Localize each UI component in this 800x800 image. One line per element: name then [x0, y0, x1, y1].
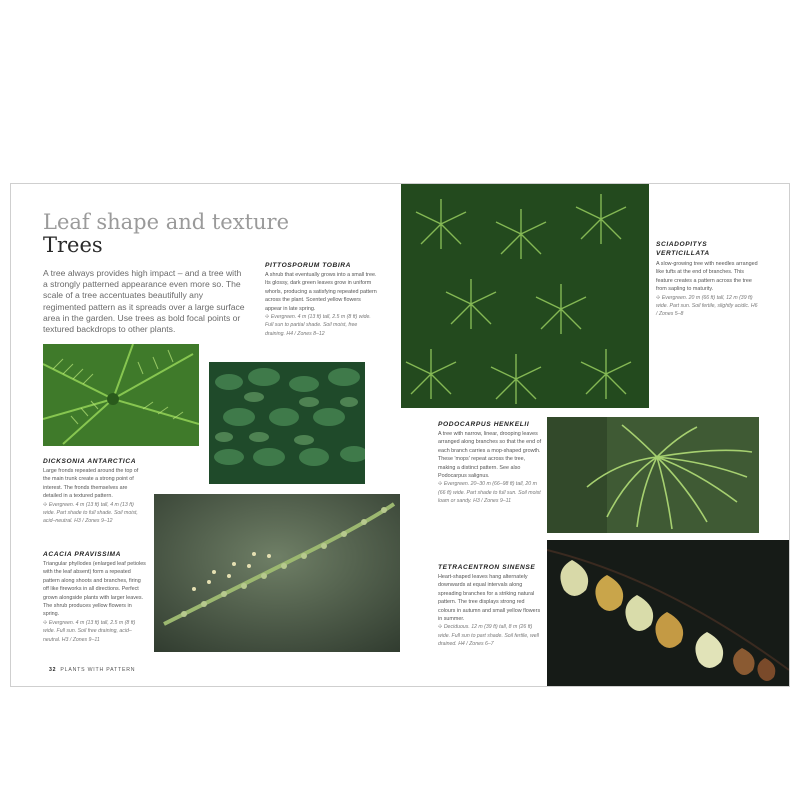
entry-meta-text: Evergreen. 4 m (13 ft) tall, 4 m (13 ft) wide. Part shade to full shade. Soil moist, acid–neutral. H3 / Zones 9–12: [43, 501, 138, 525]
arrow-icon: ✣: [656, 294, 661, 301]
entry-meta-text: Evergreen. 20 m (66 ft) tall, 12 m (39 ft) wide. Part sun. Soil fertile, slightly acidic. H6 / Zones 5–8: [656, 294, 758, 318]
entry-meta-text: Evergreen. 20–30 m (66–98 ft) tall, 20 m (66 ft) wide. Part shade to full sun. Soil moist loam or sandy. H3 / Zones 9–11: [438, 481, 541, 505]
page-folio: [49, 667, 135, 673]
photo-sciadopitys: [401, 184, 649, 408]
entry-heading: TETRACENTRON SINENSE: [438, 564, 536, 571]
photo-dicksonia-fern: [43, 344, 199, 446]
entry-heading: SCIADOPITYS VERTICILLATA: [656, 241, 710, 257]
entry-meta: [438, 480, 542, 505]
entry-description: Heart-shaped leaves hang alternately downwards at equal intervals along spreading branches for a striking natural pattern. The tree displays strong red colours in autumn and small yellow flowers in summer.: [438, 574, 541, 623]
entry-meta: [43, 619, 147, 644]
entry-description: A tree with narrow, linear, drooping leaves arranged along branches so that the end of each branch carries a mop-shaped growth. These 'mops' repeat across the tree, making a distinct pattern. See also Podocarpus salignus.: [438, 431, 542, 480]
arrow-icon: ✣: [43, 619, 48, 626]
entry-tetracentron: [438, 564, 542, 649]
entry-podocarpus: [438, 421, 542, 506]
page-title-light: Leaf shape and texture: [43, 210, 290, 234]
entry-description: A shrub that eventually grows into a small tree. Its glossy, dark green leaves grow in uniform whorls, producing a satisfying repeated pattern across the plant. Scented yellow flowers appear in late spring.: [265, 272, 377, 312]
section-label: PLANTS WITH PATTERN: [60, 667, 136, 673]
entry-heading: ACACIA PRAVISSIMA: [43, 551, 121, 558]
entry-heading: PITTOSPORUM TOBIRA: [265, 262, 352, 269]
arrow-icon: ✣: [438, 481, 443, 488]
entry-acacia: [43, 551, 147, 644]
photo-acacia: [154, 494, 400, 652]
entry-meta-text: Evergreen. 4 m (13 ft) tall, 2.5 m (8 ft) wide. Full sun. Soil free draining, acid–neutral. H3 / Zones 9–11: [43, 619, 136, 643]
arrow-icon: ✣: [438, 624, 443, 631]
photo-tetracentron: [547, 540, 789, 686]
entry-dicksonia: [43, 458, 147, 526]
book-spread: [10, 183, 790, 687]
entry-description: Triangular phyllodes (enlarged leaf petioles with the leaf absent) form a repeated pattern along shoots and branches, firing off like fireworks in all directions. Perfect grown alongside plants with larger leaves. The shrub produces yellow flowers in spring.: [43, 561, 146, 618]
photo-podocarpus: [547, 417, 759, 533]
entry-meta-text: Deciduous. 12 m (39 ft) tall, 8 m (26 ft) wide. Full sun to part shade. Soil fertile, well drained. H4 / Zones 6–7: [438, 624, 539, 648]
entry-meta-text: Evergreen. 4 m (13 ft) tall, 2.5 m (8 ft) wide. Full sun to partial shade. Soil moist, free draining. H4 / Zones 8–12: [265, 314, 371, 337]
photo-pittosporum: [209, 362, 365, 484]
page-number: 32: [49, 667, 57, 673]
entry-meta: [43, 501, 147, 526]
entry-meta: [656, 294, 760, 319]
entry-sciadopitys: [656, 240, 760, 319]
entry-heading: PODOCARPUS HENKELII: [438, 421, 530, 428]
page-title-bold: Trees: [43, 233, 103, 257]
arrow-icon: ✣: [265, 314, 270, 321]
intro-paragraph: A tree always provides high impact – and a tree with a strongly patterned appearance even more so. The scale of a tree accentuates beautifully any regimented pattern as it spreads over a large surface area in the garden. Use trees as bold focal points or textured backdrops to other plants.: [43, 268, 245, 335]
entry-description: Large fronds repeated around the top of the main trunk create a strong point of interest. The fronds themselves are detailed in a textured pattern.: [43, 468, 139, 500]
entry-meta: [265, 313, 377, 338]
entry-description: A slow-growing tree with needles arranged like tufts at the end of branches. This feature creates a pattern across the tree from sapling to maturity.: [656, 261, 758, 293]
entry-pittosporum: [265, 262, 377, 338]
entry-heading: DICKSONIA ANTARCTICA: [43, 458, 137, 465]
entry-meta: [438, 623, 542, 648]
arrow-icon: ✣: [43, 501, 48, 508]
